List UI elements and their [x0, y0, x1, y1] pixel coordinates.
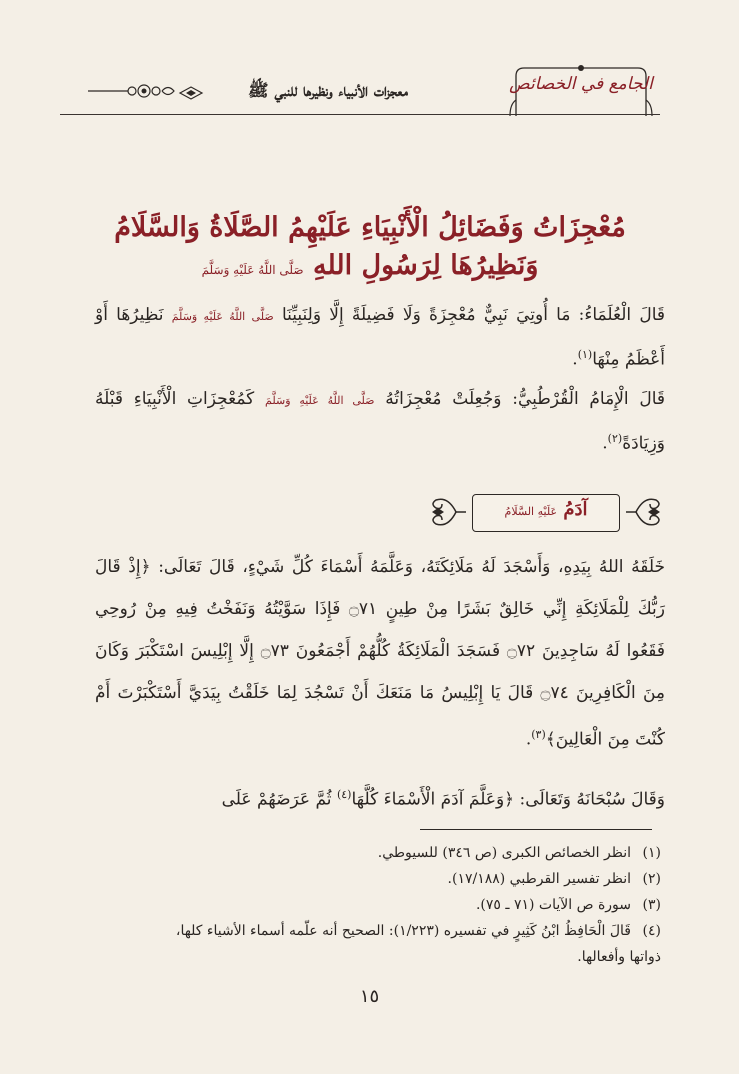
footnote-4-continued: [95, 944, 661, 970]
section-honorific: عَلَيْهِ السَّلَامُ: [504, 505, 558, 518]
footnote-4: [95, 918, 661, 944]
paragraph-text: كَمُعْجِزَاتِ الْأَنْبِيَاءِ قَبْلَهُ وَزِيَادَةً: [95, 389, 665, 454]
footnote-ref: (٣): [531, 728, 546, 741]
section-heading: [428, 488, 668, 540]
chapter-title: معجزات الأنبياء ونظيرها للنبي ﷺ: [248, 81, 408, 101]
quran-verse: ﴿وَعَلَّمَ آدَمَ الْأَسْمَاءَ كُلَّهَا: [351, 789, 515, 810]
footnote-number: (١): [642, 845, 661, 861]
main-title-line2: [80, 250, 660, 281]
paragraph-adam-verses: خَلَقَهُ اللهُ بِيَدِهِ، وَأَسْجَدَ لَهُ مَلَائِكَتَهُ، وَعَلَّمَهُ أَسْمَاءَ كُلِّ شَيْءٍ، قَالَ تَعَالَى: ﴿إِذْ قَالَ رَبُّكَ لِلْمَلَائِكَةِ إِنِّي خَالِقٌ بَشَرًا مِنْ طِينٍ ۝٧١ فَإِذَا سَوَّيْتُهُ وَنَفَخْتُ فِيهِ مِنْ رُوحِي فَقَعُوا لَهُ سَاجِدِينَ ۝٧٢ فَسَجَدَ الْمَلَائِكَةُ كُلُّهُمْ أَجْمَعُونَ ۝٧٣ إِلَّا إِبْلِيسَ اسْتَكْبَرَ وَكَانَ مِنَ الْكَافِرِينَ ۝٧٤ قَالَ يَا إِبْلِيسُ مَا مَنَعَكَ أَنْ تَسْجُدَ لِمَا خَلَقْتُ بِيَدَيَّ أَسْتَكْبَرْتَ أَمْ كُنْتَ مِنَ الْعَالِينَ﴾$^{(٣)}$.: [95, 557, 666, 750]
section-title-box: [472, 494, 620, 532]
footnote-text: انظر الخصائص الكبرى (ص ٣٤٦) للسيوطي.: [377, 845, 631, 861]
page-number: ١٥: [359, 986, 380, 1007]
book-title: الجامع في الخصائص: [509, 74, 653, 94]
footnote-ref: (٤): [336, 788, 352, 801]
footnote-text: انظر تفسير القرطبي (١٧/١٨٨).: [447, 871, 631, 887]
footnote-text: سورة ص الآيات (٧١ ـ ٧٥).: [475, 897, 631, 913]
paragraph-text: نَظِيرُهَا أَوْ أَعْظَمُ مِنْهَا: [95, 305, 665, 370]
section-ornament-left: [428, 490, 468, 534]
header-diamond-ornament: [178, 86, 204, 100]
quran-verse: ﴿إِذْ قَالَ رَبُّكَ لِلْمَلَائِكَةِ إِنِّي خَالِقٌ بَشَرًا مِنْ طِينٍ ۝٧١ فَإِذَا سَوَّيْتُهُ وَنَفَخْتُ فِيهِ مِنْ رُوحِي فَقَعُوا لَهُ سَاجِدِينَ ۝٧٢ فَسَجَدَ الْمَلَائِكَةُ كُلُّهُمْ أَجْمَعُونَ ۝٧٣ إِلَّا إِبْلِيسَ اسْتَكْبَرَ وَكَانَ مِنَ الْكَافِرِينَ ۝٧٤ قَالَ يَا إِبْلِيسُ مَا مَنَعَكَ أَنْ تَسْجُدَ لِمَا خَلَقْتُ بِيَدَيَّ أَسْتَكْبَرْتَ أَمْ كُنْتَ مِنَ الْعَالِينَ﴾: [95, 557, 666, 750]
paragraph-text: قَالَ الْعُلَمَاءُ: مَا أُوتِيَ نَبِيٌّ مُعْجِزَةً وَلَا فَضِيلَةً إِلَّا وَلِنَبِيِّنَا: [281, 305, 666, 325]
paragraph-text: خَلَقَهُ اللهُ بِيَدِهِ، وَأَسْجَدَ لَهُ مَلَائِكَتَهُ، وَعَلَّمَهُ أَسْمَاءَ كُلِّ شَيْءٍ، قَالَ تَعَالَى:: [158, 557, 665, 577]
footnote-ref: (٢): [607, 432, 623, 445]
footnote-number: (٤): [642, 923, 661, 939]
honorific: صَلَّى اللَّهُ عَلَيْهِ وَسَلَّمَ: [265, 394, 375, 407]
running-header: [60, 62, 660, 122]
footnote-2: [95, 866, 661, 892]
paragraph-text: وَقَالَ سُبْحَانَهُ وَتَعَالَى:: [519, 789, 665, 810]
main-title-line2-text: وَنَظِيرُهَا لِرَسُولِ اللهِ: [312, 250, 539, 281]
footnote-3: [95, 892, 661, 918]
honorific: صَلَّى اللَّهُ عَلَيْهِ وَسَلَّمَ: [171, 310, 274, 323]
footnote-rule: [420, 829, 652, 830]
paragraph-text: قَالَ الْإِمَامُ الْقُرْطُبِيُّ: وَجُعِلَتْ مُعْجِزَاتُهُ: [385, 389, 666, 409]
section-ornament-right: [624, 490, 664, 534]
footnote-number: (٣): [642, 897, 661, 913]
header-flourish-ornament: [88, 82, 178, 100]
footnotes: [95, 840, 661, 970]
main-title-line1: مُعْجِزَاتُ وَفَضَائِلُ الْأَنْبِيَاءِ عَلَيْهِمُ الصَّلَاةُ وَالسَّلَامُ: [114, 212, 626, 243]
section-title-text: آدَمُ: [563, 499, 588, 520]
paragraph-scholars: قَالَ الْعُلَمَاءُ: مَا أُوتِيَ نَبِيٌّ مُعْجِزَةً وَلَا فَضِيلَةً إِلَّا وَلِنَبِيِّنَا صَلَّى اللَّهُ عَلَيْهِ وَسَلَّمَ نَظِيرُهَا أَوْ أَعْظَمُ مِنْهَا$^{(١)}$.: [95, 305, 666, 370]
footnote-ref: (١): [577, 348, 593, 361]
quran-verse-continued: ثُمَّ عَرَضَهُمْ عَلَى: [221, 789, 332, 810]
footnote-text: قَالَ الْحَافِظُ ابْنُ كَثِيرٍ في تفسيره (١/٢٢٣): الصحيح أنه علّمه أسماء الأشياء كلها،: [175, 923, 631, 939]
footnote-1: [95, 840, 661, 866]
header-rule: [60, 114, 660, 115]
section-title: [473, 499, 619, 520]
paragraph-qurtubi: قَالَ الْإِمَامُ الْقُرْطُبِيُّ: وَجُعِلَتْ مُعْجِزَاتُهُ صَلَّى اللَّهُ عَلَيْهِ وَسَلَّمَ كَمُعْجِزَاتِ الْأَنْبِيَاءِ قَبْلَهُ وَزِيَادَةً$^{(٢)}$.: [95, 389, 666, 454]
paragraph-names: [95, 776, 665, 819]
book-title-frame: [506, 64, 656, 120]
title-honorific: صَلَّى اللَّهُ عَلَيْهِ وَسَلَّمَ: [201, 263, 304, 277]
footnote-number: (٢): [642, 871, 661, 887]
footnote-text: ذواتها وأفعالها.: [577, 949, 661, 965]
